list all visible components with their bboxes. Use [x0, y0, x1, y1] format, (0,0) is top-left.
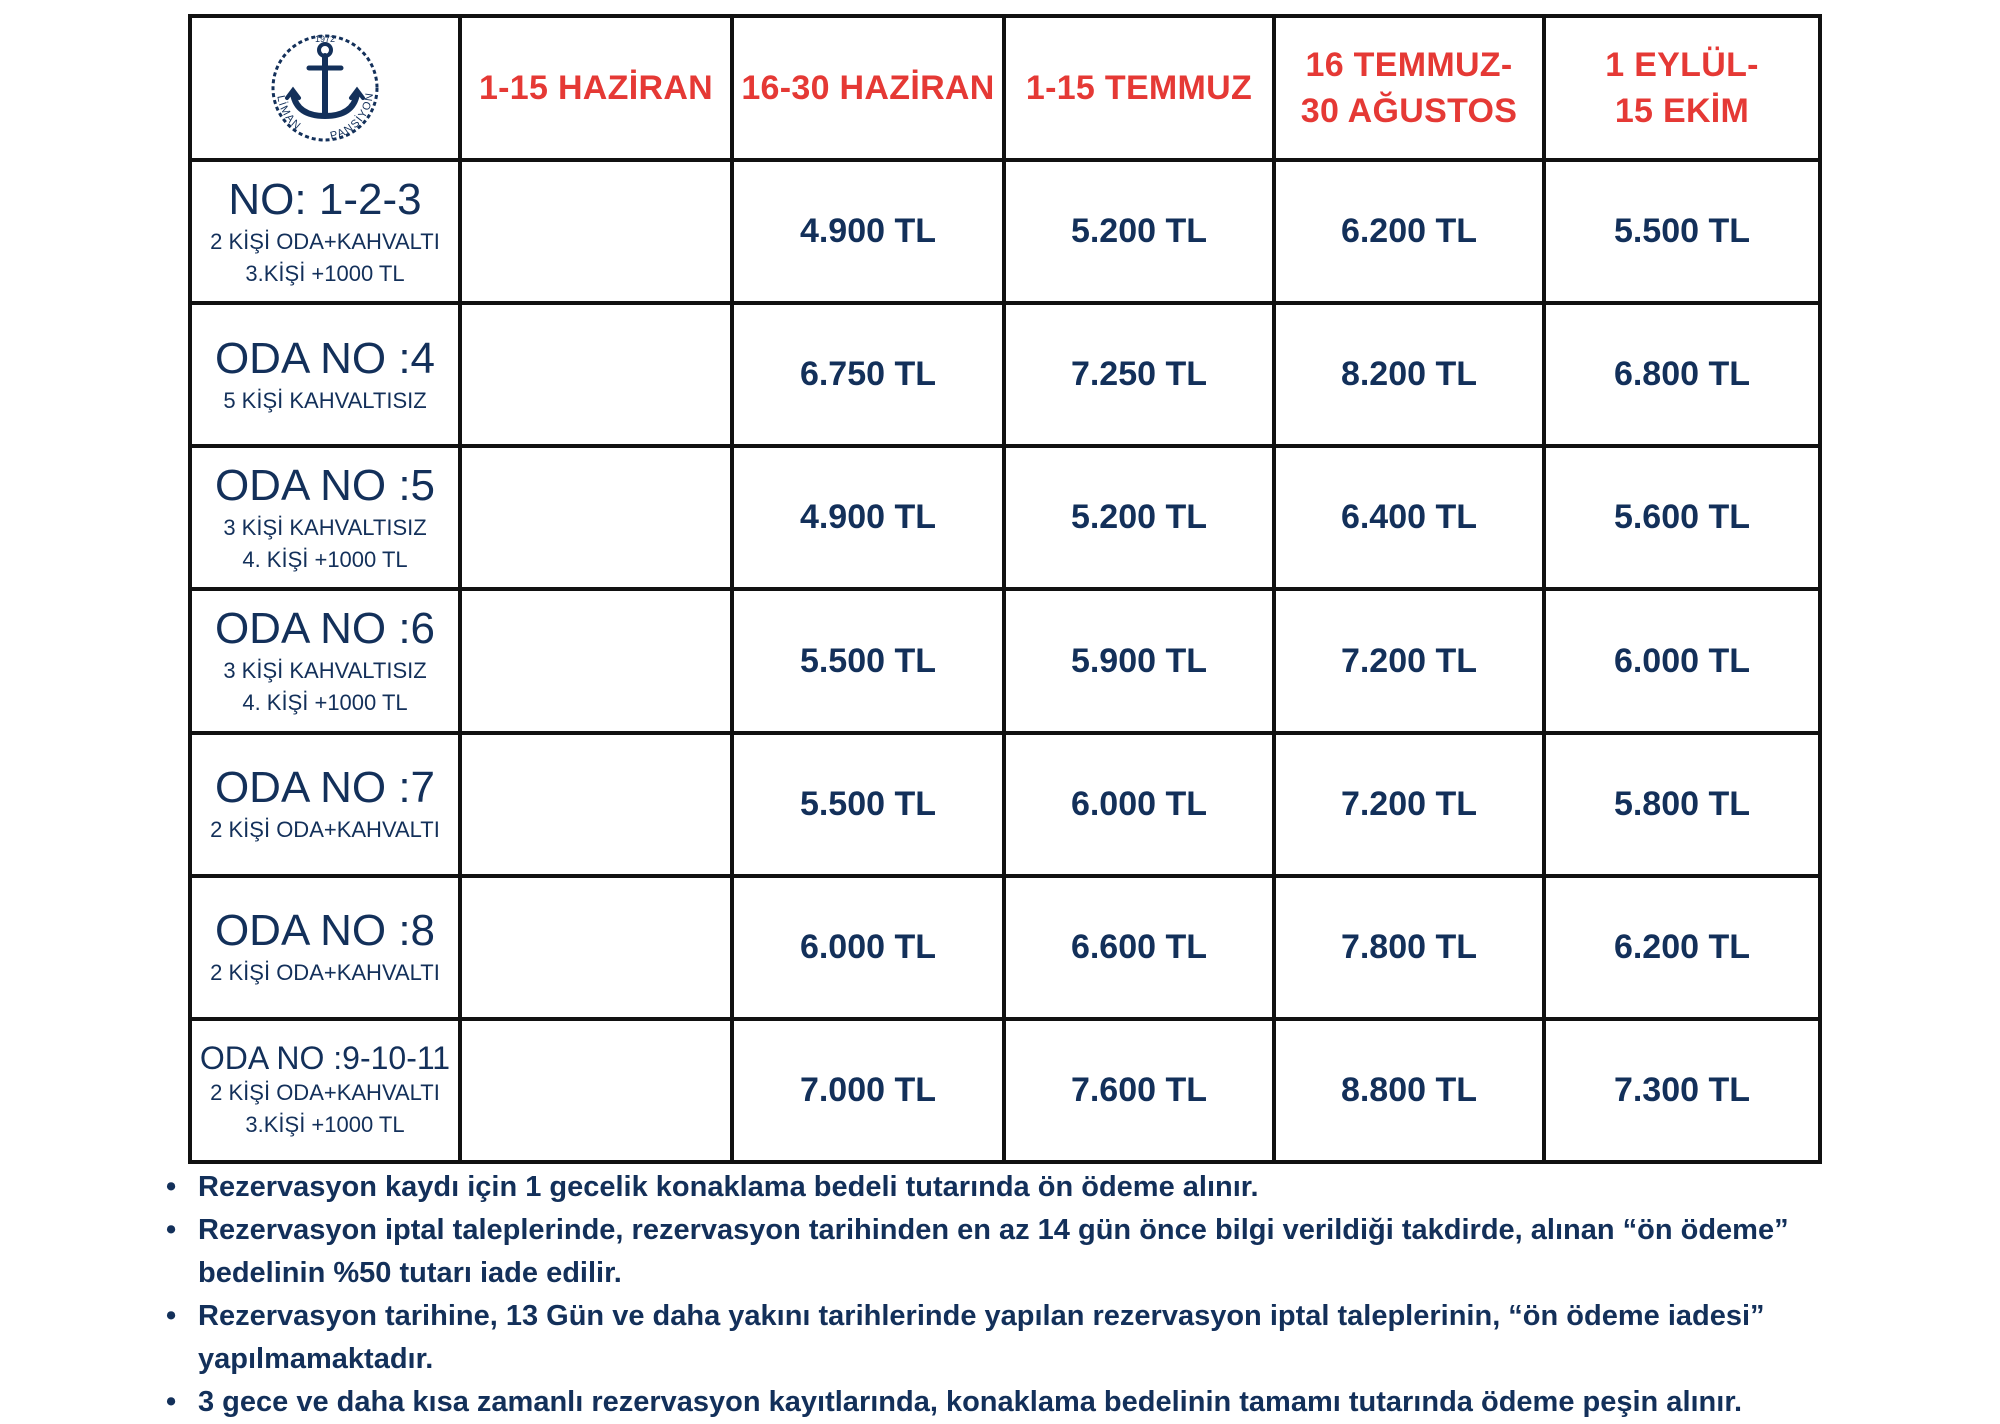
- price-cell: 8.200 TL: [1274, 303, 1544, 446]
- period-header: 1 EYLÜL- 15 EKİM: [1544, 16, 1820, 160]
- price-cell: 7.600 TL: [1004, 1019, 1274, 1162]
- room-detail: 2 KİŞİ ODA+KAHVALTI: [210, 960, 440, 986]
- price-cell: 6.200 TL: [1274, 160, 1544, 303]
- logo-name-left: LİMAN: [274, 94, 304, 134]
- header-row: [190, 16, 1820, 160]
- room-row: [190, 1019, 1820, 1162]
- logo-year: 1972: [314, 34, 336, 45]
- price-cell: 8.800 TL: [1274, 1019, 1544, 1162]
- price-cell: 5.600 TL: [1544, 446, 1820, 589]
- price-cell: 5.800 TL: [1544, 733, 1820, 876]
- price-cell: 7.200 TL: [1274, 733, 1544, 876]
- room-title: NO: 1-2-3: [228, 174, 422, 224]
- room-title: ODA NO :4: [214, 333, 436, 383]
- price-table: [188, 14, 1822, 1164]
- note-line: yapılmamaktadır.: [198, 1343, 434, 1375]
- bullet-icon: •: [166, 1300, 177, 1332]
- room-detail: 2 KİŞİ ODA+KAHVALTI: [210, 1080, 440, 1106]
- logo-name-right: PANSİYON: [328, 91, 377, 143]
- room-label-cell: [190, 160, 460, 303]
- price-cell: 5.500 TL: [1544, 160, 1820, 303]
- anchor-icon: [287, 44, 363, 116]
- room-row: [190, 303, 1820, 446]
- room-title: ODA NO :6: [214, 604, 436, 653]
- price-cell: 6.000 TL: [1544, 589, 1820, 732]
- note-line: 3 gece ve daha kısa zamanlı rezervasyon kayıtlarında, konaklama bedelinin tamamı tutarında ödeme peşin alınır.: [198, 1386, 1743, 1418]
- price-cell: [460, 303, 732, 446]
- note-item: [160, 1209, 1840, 1295]
- bullet-icon: •: [166, 1171, 177, 1203]
- note-item: [160, 1295, 1840, 1381]
- room-detail: 3 KİŞİ KAHVALTISIZ: [223, 658, 427, 683]
- room-detail: 3 KİŞİ KAHVALTISIZ: [223, 514, 427, 540]
- reservation-notes: [160, 1166, 1840, 1424]
- room-row: [190, 446, 1820, 589]
- price-cell: 7.300 TL: [1544, 1019, 1820, 1162]
- room-detail: 2 KİŞİ ODA+KAHVALTI: [210, 228, 440, 254]
- room-label-cell: [190, 303, 460, 446]
- room-row: [190, 160, 1820, 303]
- note-item: [160, 1381, 1840, 1424]
- price-cell: [460, 589, 732, 732]
- bullet-icon: •: [166, 1386, 177, 1418]
- price-cell: [460, 1019, 732, 1162]
- price-cell: 5.900 TL: [1004, 589, 1274, 732]
- price-cell: 5.500 TL: [732, 589, 1004, 732]
- price-cell: 7.000 TL: [732, 1019, 1004, 1162]
- price-cell: 6.600 TL: [1004, 876, 1274, 1019]
- logo-cell: [190, 16, 460, 160]
- note-line: Rezervasyon iptal taleplerinde, rezervasyon tarihinden en az 14 gün önce bilgi verildiği takdirde, alınan “ön ödeme”: [198, 1214, 1789, 1246]
- room-label-cell: [190, 446, 460, 589]
- price-cell: 4.900 TL: [732, 446, 1004, 589]
- price-cell: 7.250 TL: [1004, 303, 1274, 446]
- bullet-icon: •: [166, 1214, 177, 1246]
- room-title: ODA NO :5: [214, 460, 436, 510]
- price-cell: 5.200 TL: [1004, 160, 1274, 303]
- room-label-cell: [190, 876, 460, 1019]
- price-cell: 6.000 TL: [732, 876, 1004, 1019]
- note-line: Rezervasyon kaydı için 1 gecelik konaklama bedeli tutarında ön ödeme alınır.: [198, 1171, 1259, 1203]
- room-label-cell: [190, 733, 460, 876]
- period-header: 1-15 TEMMUZ: [1004, 16, 1274, 160]
- anchor-logo: [255, 28, 395, 148]
- room-detail: 4. KİŞİ +1000 TL: [242, 690, 408, 715]
- price-cell: 6.800 TL: [1544, 303, 1820, 446]
- price-cell: 5.500 TL: [732, 733, 1004, 876]
- price-cell: [460, 733, 732, 876]
- price-cell: [460, 876, 732, 1019]
- period-header: 16-30 HAZİRAN: [732, 16, 1004, 160]
- note-item: [160, 1166, 1840, 1209]
- note-line: bedelinin %50 tutarı iade edilir.: [198, 1257, 622, 1289]
- room-detail: 4. KİŞİ +1000 TL: [242, 546, 408, 572]
- period-header: 1-15 HAZİRAN: [460, 16, 732, 160]
- room-detail: 5 KİŞİ KAHVALTISIZ: [223, 387, 427, 413]
- room-detail: 3.KİŞİ +1000 TL: [245, 1112, 405, 1138]
- price-cell: 6.750 TL: [732, 303, 1004, 446]
- price-cell: [460, 446, 732, 589]
- period-header: 16 TEMMUZ- 30 AĞUSTOS: [1274, 16, 1544, 160]
- price-cell: [460, 160, 732, 303]
- room-detail: 2 KİŞİ ODA+KAHVALTI: [210, 817, 440, 843]
- room-detail: 3.KİŞİ +1000 TL: [245, 260, 405, 286]
- price-cell: 6.000 TL: [1004, 733, 1274, 876]
- price-cell: 6.200 TL: [1544, 876, 1820, 1019]
- room-row: [190, 589, 1820, 732]
- room-row: [190, 733, 1820, 876]
- room-label-cell: [190, 589, 460, 732]
- room-row: [190, 876, 1820, 1019]
- price-cell: 7.800 TL: [1274, 876, 1544, 1019]
- price-cell: 4.900 TL: [732, 160, 1004, 303]
- room-title: ODA NO :8: [214, 906, 436, 956]
- room-label-cell: [190, 1019, 460, 1162]
- price-cell: 6.400 TL: [1274, 446, 1544, 589]
- room-title: ODA NO :7: [214, 763, 436, 813]
- note-line: Rezervasyon tarihine, 13 Gün ve daha yakını tarihlerinde yapılan rezervasyon iptal taleplerinin, “ön ödeme iadesi”: [198, 1300, 1765, 1332]
- room-title: ODA NO :9-10-11: [199, 1040, 451, 1077]
- price-cell: 7.200 TL: [1274, 589, 1544, 732]
- price-cell: 5.200 TL: [1004, 446, 1274, 589]
